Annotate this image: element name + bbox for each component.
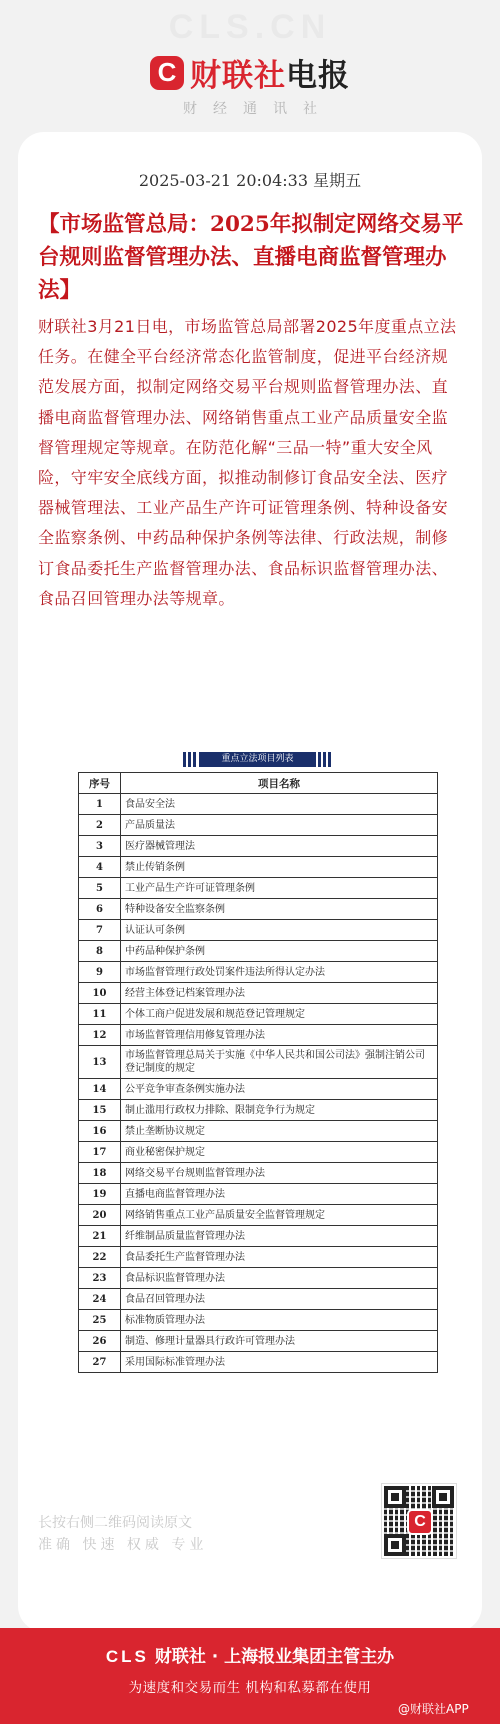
row-project-name: 经营主体登记档案管理办法 <box>121 983 438 1004</box>
row-project-name: 食品召回管理办法 <box>121 1289 438 1310</box>
table-row <box>79 1205 438 1226</box>
row-project-name: 市场监督管理总局关于实施《中华人民共和国公司法》强制注销公司登记制度的规定 <box>121 1046 438 1079</box>
article-datetime: 2025-03-21 20:04:33 星期五 <box>138 171 362 190</box>
brand-name-dark: 电报 <box>286 58 350 94</box>
row-project-name: 标准物质管理办法 <box>121 1310 438 1331</box>
table-row <box>79 878 438 899</box>
table-row <box>79 962 438 983</box>
table-row <box>79 1268 438 1289</box>
qr-hint-text: 长按右侧二维码阅读原文 <box>38 1515 192 1531</box>
row-number: 10 <box>79 983 121 1004</box>
row-project-name: 认证认可条例 <box>121 920 438 941</box>
slogan-text: 准确 快速 权威 专业 <box>38 1537 208 1553</box>
row-number: 18 <box>79 1163 121 1184</box>
table-row <box>79 815 438 836</box>
row-project-name: 食品标识监督管理办法 <box>121 1268 438 1289</box>
row-number: 21 <box>79 1226 121 1247</box>
row-number: 11 <box>79 1004 121 1025</box>
qr-finder-icon <box>384 1486 406 1508</box>
cls-wordmark: CLS <box>105 1647 149 1666</box>
cls-logo-icon: C <box>150 56 184 90</box>
table-row <box>79 983 438 1004</box>
article-headline: 【市场监管总局：2025年拟制定网络交易平台规则监督管理办法、直播电商监督管理办法】 <box>38 212 464 303</box>
table-header-row <box>79 773 438 794</box>
weibo-watermark: @财联社APP <box>398 1702 469 1716</box>
table-row <box>79 1331 438 1352</box>
row-project-name: 工业产品生产许可证管理条例 <box>121 878 438 899</box>
row-project-name: 医疗器械管理法 <box>121 836 438 857</box>
table-row <box>79 1142 438 1163</box>
row-project-name: 禁止垄断协议规定 <box>121 1121 438 1142</box>
row-project-name: 制造、修理计量器具行政许可管理办法 <box>121 1331 438 1352</box>
row-number: 12 <box>79 1025 121 1046</box>
row-number: 25 <box>79 1310 121 1331</box>
row-number: 17 <box>79 1142 121 1163</box>
table-row <box>79 1121 438 1142</box>
qr-finder-icon <box>384 1534 406 1556</box>
footer-hint <box>38 1512 207 1556</box>
table-row <box>79 1184 438 1205</box>
row-project-name: 个体工商户促进发展和规范登记管理规定 <box>121 1004 438 1025</box>
article-body: 财联社3月21日电，市场监管总局部署2025年度重点立法任务。在健全平台经济常态化监管制度，促进平台经济规范发展方面，拟制定网络交易平台规则监督管理办法、直播电商监督管理办法、网络销售重点工业产品质量安全监督管理规定等规章。在防范化解“三品一特”重大安全风险，守牢安全底线方面，拟推动制修订食品安全法、医疗器械管理法、工业产品生产许可证管理条例、特种设备安全监察条例、中药品种保护条例等法律、行政法规，制修订食品委托生产监督管理办法、食品标识监督管理办法、食品召回管理办法等规章。 <box>38 317 457 608</box>
table-row <box>79 899 438 920</box>
row-project-name: 市场监督管理行政处罚案件违法所得认定办法 <box>121 962 438 983</box>
row-project-name: 中药品种保护条例 <box>121 941 438 962</box>
table-row <box>79 1226 438 1247</box>
qr-logo-icon: C <box>407 1509 433 1535</box>
column-header-number: 序号 <box>79 773 121 794</box>
row-number: 2 <box>79 815 121 836</box>
table-row <box>79 794 438 815</box>
row-number: 5 <box>79 878 121 899</box>
row-number: 24 <box>79 1289 121 1310</box>
table-row <box>79 836 438 857</box>
row-project-name: 直播电商监督管理办法 <box>121 1184 438 1205</box>
table-body <box>79 794 438 1373</box>
table-row <box>79 941 438 962</box>
row-project-name: 网络交易平台规则监督管理办法 <box>121 1163 438 1184</box>
brand-name <box>190 50 350 95</box>
brand-header <box>0 50 500 95</box>
table-row <box>79 1025 438 1046</box>
row-project-name: 食品安全法 <box>121 794 438 815</box>
qr-code[interactable] <box>382 1484 456 1558</box>
table-row <box>79 1004 438 1025</box>
row-number: 23 <box>79 1268 121 1289</box>
table-row <box>79 1247 438 1268</box>
brand-subtitle: 财经通讯社 <box>183 101 333 117</box>
row-number: 19 <box>79 1184 121 1205</box>
project-table <box>78 772 438 1373</box>
table-row <box>79 920 438 941</box>
row-project-name: 市场监督管理信用修复管理办法 <box>121 1025 438 1046</box>
row-number: 4 <box>79 857 121 878</box>
row-number: 22 <box>79 1247 121 1268</box>
table-row <box>79 1163 438 1184</box>
table-row <box>79 1289 438 1310</box>
row-number: 7 <box>79 920 121 941</box>
row-number: 27 <box>79 1352 121 1373</box>
row-number: 16 <box>79 1121 121 1142</box>
row-project-name: 制止滥用行政权力排除、限制竞争行为规定 <box>121 1100 438 1121</box>
row-project-name: 公平竞争审查条例实施办法 <box>121 1079 438 1100</box>
table-row <box>79 1100 438 1121</box>
row-number: 6 <box>79 899 121 920</box>
banner-title <box>0 1642 500 1667</box>
brand-name-red: 财联社 <box>190 58 286 94</box>
watermark: CLS.CN <box>168 8 332 46</box>
row-number: 8 <box>79 941 121 962</box>
row-number: 13 <box>79 1046 121 1079</box>
row-project-name: 禁止传销条例 <box>121 857 438 878</box>
table-row <box>79 1310 438 1331</box>
row-project-name: 食品委托生产监督管理办法 <box>121 1247 438 1268</box>
banner-publisher: 财联社 · 上海报业集团主管主办 <box>154 1647 395 1667</box>
table-title-tag: 重点立法项目列表 <box>199 752 316 767</box>
row-number: 14 <box>79 1079 121 1100</box>
row-project-name: 产品质量法 <box>121 815 438 836</box>
column-header-name: 项目名称 <box>121 773 438 794</box>
row-number: 15 <box>79 1100 121 1121</box>
table-row <box>79 1079 438 1100</box>
row-project-name: 采用国际标准管理办法 <box>121 1352 438 1373</box>
table-row <box>79 857 438 878</box>
row-project-name: 商业秘密保护规定 <box>121 1142 438 1163</box>
row-project-name: 网络销售重点工业产品质量安全监督管理规定 <box>121 1205 438 1226</box>
row-number: 9 <box>79 962 121 983</box>
qr-finder-icon <box>432 1486 454 1508</box>
row-project-name: 特种设备安全监察条例 <box>121 899 438 920</box>
row-number: 3 <box>79 836 121 857</box>
row-project-name: 纤维制品质量监督管理办法 <box>121 1226 438 1247</box>
row-number: 26 <box>79 1331 121 1352</box>
row-number: 1 <box>79 794 121 815</box>
row-number: 20 <box>79 1205 121 1226</box>
table-row <box>79 1046 438 1079</box>
table-row <box>79 1352 438 1373</box>
banner-slogan: 为速度和交易而生 机构和私募都在使用 <box>128 1680 372 1696</box>
